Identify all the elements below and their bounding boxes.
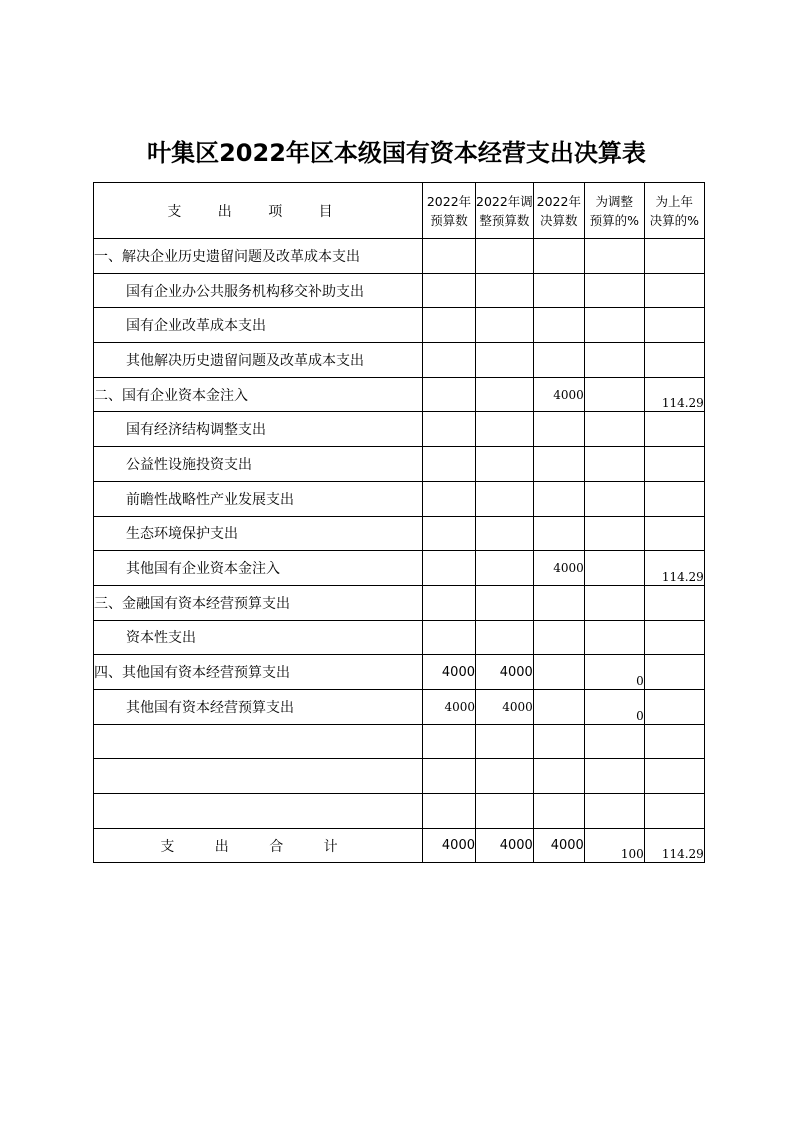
row-pct-prev	[644, 794, 704, 829]
row-pct-adjusted	[584, 308, 644, 343]
row-adjusted	[476, 620, 534, 655]
header-adjusted	[476, 183, 534, 239]
header-adjusted-line2: 整预算数	[479, 212, 530, 228]
table-row	[94, 481, 705, 516]
table-row	[94, 724, 705, 759]
row-pct-adjusted	[584, 377, 644, 412]
row-pct-adjusted	[584, 273, 644, 308]
total-pct-prev: 114.29	[644, 828, 704, 863]
row-pct-prev	[644, 724, 704, 759]
table-header-row	[94, 183, 705, 239]
row-pct-adjusted	[584, 516, 644, 551]
row-budget	[423, 343, 476, 378]
table-row	[94, 273, 705, 308]
row-pct-prev	[644, 689, 704, 724]
row-adjusted	[476, 724, 534, 759]
row-name: 国有企业改革成本支出	[94, 308, 423, 343]
row-name: 四、其他国有资本经营预算支出	[94, 655, 423, 690]
header-pct-adjusted-line1: 为调整	[595, 193, 634, 209]
total-budget: 4000	[423, 828, 476, 863]
row-budget	[423, 759, 476, 794]
row-final	[533, 308, 584, 343]
row-budget	[423, 585, 476, 620]
row-adjusted	[476, 447, 534, 482]
table-body	[94, 239, 705, 863]
header-pct-adjusted	[584, 183, 644, 239]
row-adjusted	[476, 481, 534, 516]
row-final	[533, 481, 584, 516]
row-adjusted	[476, 273, 534, 308]
row-budget	[423, 308, 476, 343]
row-final	[533, 724, 584, 759]
row-pct-prev	[644, 759, 704, 794]
row-pct-prev	[644, 585, 704, 620]
row-pct-adjusted	[584, 620, 644, 655]
table-row	[94, 412, 705, 447]
table-row	[94, 377, 705, 412]
row-name: 二、国有企业资本金注入	[94, 377, 423, 412]
table-row	[94, 689, 705, 724]
page-title: 叶集区2022年区本级国有资本经营支出决算表	[147, 139, 646, 167]
row-adjusted	[476, 794, 534, 829]
row-budget	[423, 273, 476, 308]
expenditure-table	[93, 182, 705, 863]
row-final	[533, 516, 584, 551]
row-pct-adjusted	[584, 724, 644, 759]
table-row	[94, 551, 705, 586]
table-row	[94, 343, 705, 378]
row-name	[94, 724, 423, 759]
row-pct-prev	[644, 308, 704, 343]
row-name	[94, 759, 423, 794]
row-final	[533, 759, 584, 794]
row-name: 公益性设施投资支出	[94, 447, 423, 482]
header-budget-line1: 2022年	[426, 193, 472, 209]
row-final	[533, 447, 584, 482]
row-name	[94, 794, 423, 829]
total-adjusted: 4000	[476, 828, 534, 863]
row-name: 国有企业办公共服务机构移交补助支出	[94, 273, 423, 308]
row-pct-prev: 114.29	[644, 551, 704, 586]
row-adjusted: 4000	[476, 655, 534, 690]
row-pct-adjusted	[584, 794, 644, 829]
row-final	[533, 239, 584, 274]
row-pct-prev	[644, 655, 704, 690]
total-final: 4000	[533, 828, 584, 863]
table-row	[94, 308, 705, 343]
row-final	[533, 655, 584, 690]
header-budget	[423, 183, 476, 239]
row-final	[533, 343, 584, 378]
row-budget	[423, 377, 476, 412]
row-pct-adjusted	[584, 551, 644, 586]
row-budget	[423, 481, 476, 516]
row-budget: 4000	[423, 689, 476, 724]
total-label: 支 出 合 计	[94, 828, 423, 863]
header-pct-prev-line2: 决算的%	[649, 212, 699, 228]
header-final	[533, 183, 584, 239]
row-pct-adjusted	[584, 412, 644, 447]
row-adjusted: 4000	[476, 689, 534, 724]
row-name: 前瞻性战略性产业发展支出	[94, 481, 423, 516]
row-adjusted	[476, 377, 534, 412]
table-row	[94, 447, 705, 482]
row-final	[533, 794, 584, 829]
row-adjusted	[476, 412, 534, 447]
row-budget	[423, 794, 476, 829]
row-pct-adjusted	[584, 343, 644, 378]
row-final	[533, 620, 584, 655]
row-pct-adjusted: 0	[584, 655, 644, 690]
total-row	[94, 828, 705, 863]
row-adjusted	[476, 308, 534, 343]
row-name: 其他解决历史遗留问题及改革成本支出	[94, 343, 423, 378]
row-adjusted	[476, 759, 534, 794]
row-name: 国有经济结构调整支出	[94, 412, 423, 447]
row-final	[533, 412, 584, 447]
row-name: 一、解决企业历史遗留问题及改革成本支出	[94, 239, 423, 274]
header-final-line2: 决算数	[540, 212, 578, 228]
row-budget	[423, 412, 476, 447]
row-adjusted	[476, 343, 534, 378]
header-final-line1: 2022年	[536, 193, 581, 209]
row-budget	[423, 447, 476, 482]
row-name: 三、金融国有资本经营预算支出	[94, 585, 423, 620]
row-pct-prev	[644, 273, 704, 308]
table-row	[94, 759, 705, 794]
header-item: 支 出 项 目	[94, 183, 423, 239]
row-pct-prev: 114.29	[644, 377, 704, 412]
row-name: 生态环境保护支出	[94, 516, 423, 551]
row-final	[533, 585, 584, 620]
header-budget-line2: 预算数	[430, 212, 468, 228]
row-pct-prev	[644, 620, 704, 655]
row-pct-adjusted	[584, 481, 644, 516]
header-pct-prev	[644, 183, 704, 239]
row-budget	[423, 516, 476, 551]
row-pct-prev	[644, 239, 704, 274]
row-pct-prev	[644, 412, 704, 447]
table-row	[94, 239, 705, 274]
row-pct-prev	[644, 516, 704, 551]
header-pct-adjusted-line2: 预算的%	[589, 212, 639, 228]
table-row	[94, 620, 705, 655]
row-budget	[423, 239, 476, 274]
table-row	[94, 585, 705, 620]
row-adjusted	[476, 551, 534, 586]
header-adjusted-line1: 2022年调	[476, 193, 533, 209]
header-pct-prev-line1: 为上年	[655, 193, 694, 209]
row-name: 其他国有资本经营预算支出	[94, 689, 423, 724]
row-pct-adjusted: 0	[584, 689, 644, 724]
table-row	[94, 516, 705, 551]
row-pct-prev	[644, 447, 704, 482]
total-pct-adjusted: 100	[584, 828, 644, 863]
row-pct-prev	[644, 343, 704, 378]
row-budget	[423, 620, 476, 655]
table-row	[94, 655, 705, 690]
row-pct-adjusted	[584, 759, 644, 794]
row-final	[533, 273, 584, 308]
row-pct-prev	[644, 481, 704, 516]
row-pct-adjusted	[584, 239, 644, 274]
row-budget: 4000	[423, 655, 476, 690]
table-row	[94, 794, 705, 829]
row-adjusted	[476, 585, 534, 620]
row-adjusted	[476, 516, 534, 551]
row-pct-adjusted	[584, 585, 644, 620]
row-final: 4000	[533, 551, 584, 586]
row-budget	[423, 551, 476, 586]
row-name: 其他国有企业资本金注入	[94, 551, 423, 586]
row-name: 资本性支出	[94, 620, 423, 655]
row-final: 4000	[533, 377, 584, 412]
row-final	[533, 689, 584, 724]
row-budget	[423, 724, 476, 759]
row-pct-adjusted	[584, 447, 644, 482]
row-adjusted	[476, 239, 534, 274]
